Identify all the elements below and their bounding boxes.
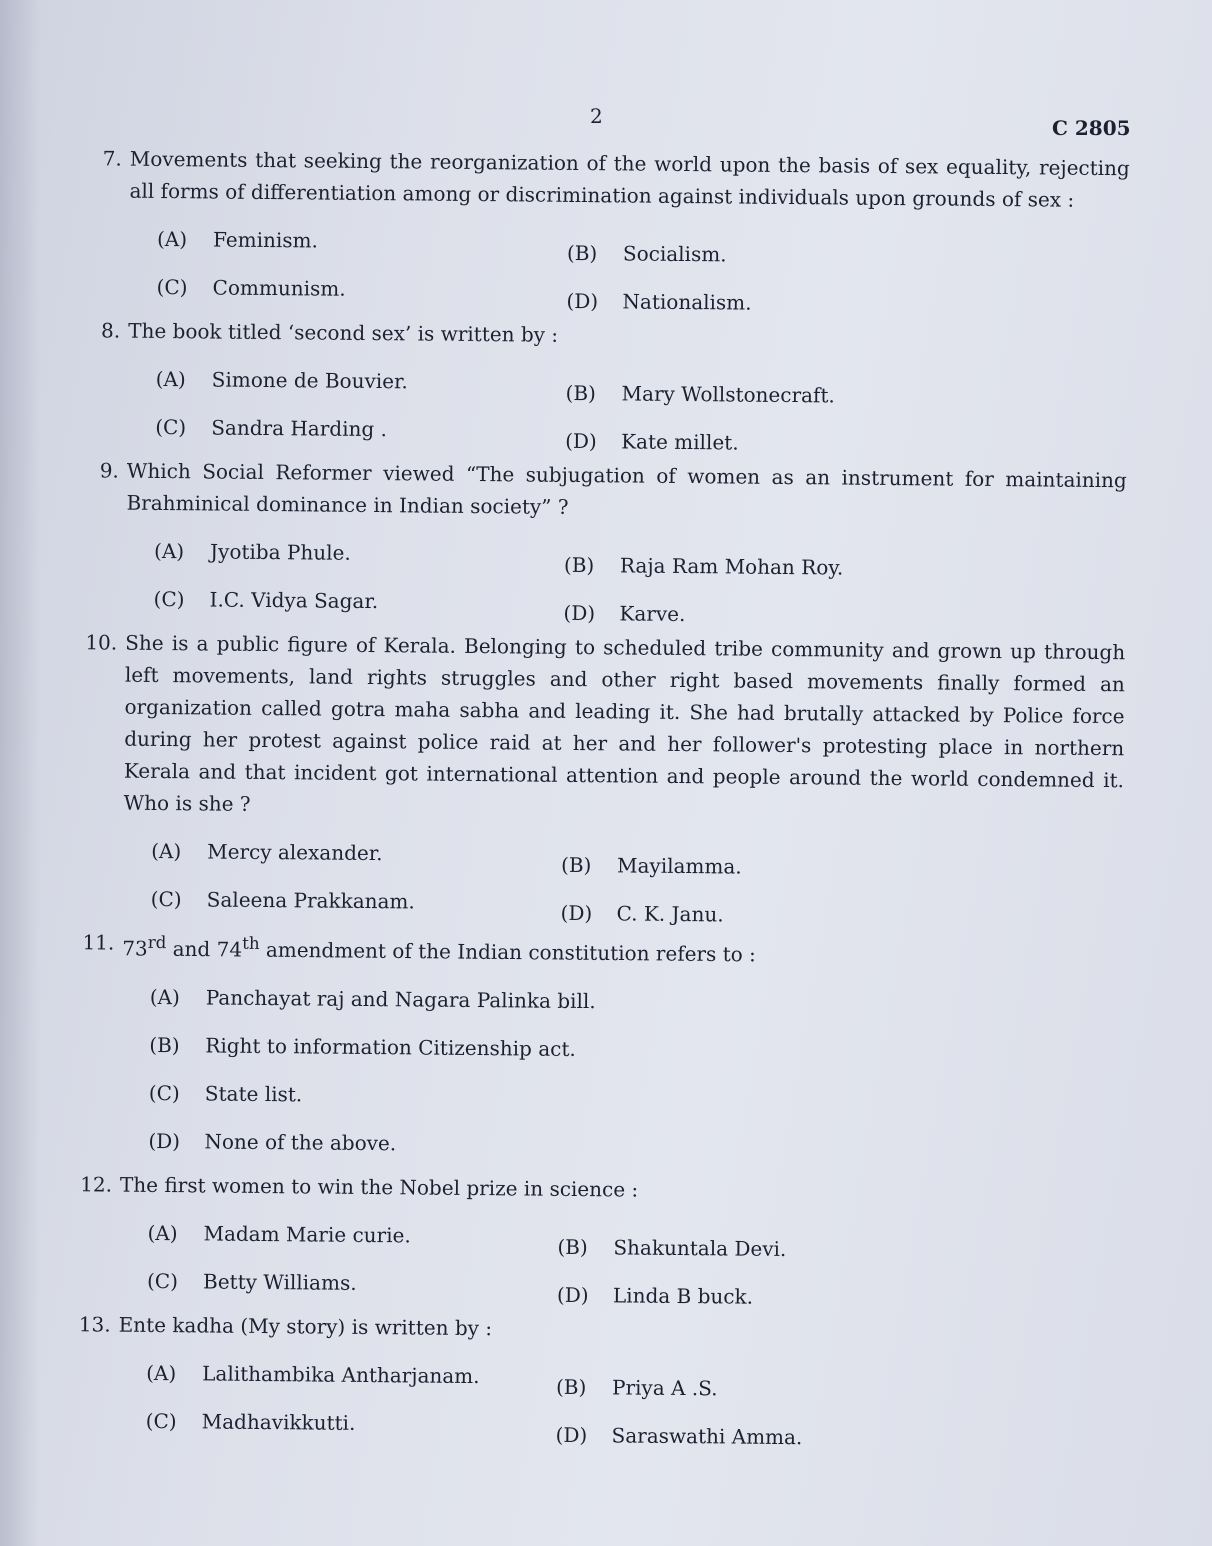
options xyxy=(153,527,1126,632)
question-number: 9. xyxy=(99,458,119,483)
option-a xyxy=(151,837,561,869)
option-c xyxy=(156,273,566,305)
option-letter: (C) xyxy=(148,1080,180,1105)
option-letter: (A) xyxy=(153,538,185,564)
option-text: Priya A .S. xyxy=(611,1375,718,1401)
option-letter: (D) xyxy=(565,428,597,454)
option-letter: (A) xyxy=(146,1360,177,1385)
option-a xyxy=(157,225,567,257)
option-b xyxy=(564,551,974,583)
option-b xyxy=(567,239,977,271)
option-b xyxy=(556,1372,966,1404)
option-letter: (A) xyxy=(155,366,186,392)
question-number: 13. xyxy=(78,1311,111,1337)
option-letter: (A) xyxy=(156,226,188,252)
option-text: Saraswathi Amma. xyxy=(611,1423,803,1449)
option-letter: (C) xyxy=(153,586,185,612)
question-text: Ente kadha (My story) is written by : xyxy=(118,1312,493,1340)
options xyxy=(155,355,1128,460)
option-text: Socialism. xyxy=(622,241,727,267)
option-text: Simone de Bouvier. xyxy=(211,367,408,394)
question-number: 7. xyxy=(102,146,122,171)
question-text: The book titled ‘second sex’ is written by : xyxy=(128,318,559,347)
option-d xyxy=(565,427,975,459)
option-text: None of the above. xyxy=(204,1129,397,1155)
question-number: 12. xyxy=(80,1171,113,1197)
option-b xyxy=(561,851,971,883)
options xyxy=(147,1209,1120,1314)
option-letter: (B) xyxy=(566,240,598,266)
question-12 xyxy=(49,1168,1120,1314)
option-letter: (C) xyxy=(156,274,188,300)
option-text: Lalithambika Antharjanam. xyxy=(202,1361,480,1388)
option-a xyxy=(154,537,564,569)
option-letter: (A) xyxy=(149,984,180,1009)
option-text: Saleena Prakkanam. xyxy=(206,887,415,914)
option-text: State list. xyxy=(204,1081,303,1107)
option-b xyxy=(557,1232,967,1264)
option-letter: (C) xyxy=(155,414,187,440)
option-b xyxy=(565,379,975,411)
option-d xyxy=(555,1420,965,1452)
option-text: Mayilamma. xyxy=(616,853,742,879)
question-number: 10. xyxy=(85,630,118,655)
option-letter: (B) xyxy=(149,1032,180,1057)
options xyxy=(148,973,1122,1174)
option-d xyxy=(563,599,973,631)
option-letter: (A) xyxy=(151,838,182,864)
option-text: Feminism. xyxy=(212,227,319,253)
option-text: Right to information Citizenship act. xyxy=(205,1033,576,1061)
page-edge-shadow xyxy=(0,0,40,1546)
option-text: Raja Ram Mohan Roy. xyxy=(619,553,844,580)
option-c xyxy=(151,885,561,917)
option-letter: (C) xyxy=(146,1268,179,1293)
option-letter: (D) xyxy=(560,900,593,926)
option-text: Linda B buck. xyxy=(612,1283,754,1309)
question-text: She is a public figure of Kerala. Belonging to scheduled tribe community and grown up through left movements, land rights struggles and other right based movements finally formed an organization called gotra maha sabha and leading it. She had brutally attacked by Police force during her protest against police raid at her and her follower's protesting place in northern Kerala and that incident got international attention and people around the world condemned it. Who is she ? xyxy=(123,630,1126,816)
question-9 xyxy=(55,454,1127,632)
options xyxy=(151,827,1124,932)
option-text: Jyotiba Phule. xyxy=(209,539,351,565)
option-d xyxy=(566,287,976,319)
option-d xyxy=(557,1280,967,1312)
option-letter: (A) xyxy=(147,1220,178,1245)
option-text: C. K. Janu. xyxy=(616,901,724,927)
question-text: 73rd and 74th amendment of the Indian constitution refers to : xyxy=(122,932,756,967)
option-letter: (D) xyxy=(555,1422,588,1447)
option-text: I.C. Vidya Sagar. xyxy=(209,587,379,614)
question-11 xyxy=(50,926,1122,1174)
option-text: Madam Marie curie. xyxy=(203,1221,411,1248)
option-a xyxy=(156,365,566,397)
option-b xyxy=(149,1031,949,1067)
option-text: Karve. xyxy=(619,601,686,627)
option-letter: (B) xyxy=(565,380,597,406)
option-c xyxy=(155,413,565,445)
question-8 xyxy=(57,314,1128,460)
option-a xyxy=(150,983,950,1019)
options xyxy=(156,215,1129,320)
question-text: Movements that seeking the reorganization of the world upon the basis of sex equality, rejecting all forms of differentiation among or discrimination against individuals upon grounds of sex : xyxy=(129,146,1130,212)
question-text: The first women to win the Nobel prize in science : xyxy=(119,1172,639,1202)
option-text: Kate millet. xyxy=(621,429,739,455)
option-d xyxy=(560,899,970,931)
page-number: 2 xyxy=(590,104,603,128)
option-text: Nationalism. xyxy=(622,289,752,315)
option-letter: (C) xyxy=(150,886,182,912)
question-number: 11. xyxy=(82,930,115,955)
option-c xyxy=(153,585,563,617)
option-text: Communism. xyxy=(212,275,346,301)
option-a xyxy=(146,1359,556,1391)
option-c xyxy=(147,1267,557,1299)
question-7 xyxy=(58,142,1130,320)
option-letter: (D) xyxy=(566,288,599,314)
question-10 xyxy=(53,626,1126,932)
option-text: Shakuntala Devi. xyxy=(613,1235,787,1261)
option-letter: (D) xyxy=(563,600,596,626)
option-letter: (D) xyxy=(148,1128,181,1153)
option-text: Madhavikkutti. xyxy=(201,1409,356,1435)
option-letter: (B) xyxy=(557,1234,588,1259)
option-letter: (C) xyxy=(145,1408,177,1433)
option-text: Sandra Harding . xyxy=(211,415,388,442)
question-text: Which Social Reformer viewed “The subjugation of women as an instrument for maintaining Brahminical dominance in Indian society” ? xyxy=(126,458,1127,519)
option-letter: (D) xyxy=(556,1282,589,1307)
option-letter: (B) xyxy=(555,1374,587,1399)
option-text: Panchayat raj and Nagara Palinka bill. xyxy=(205,985,596,1013)
question-13 xyxy=(48,1308,1119,1454)
question-list xyxy=(48,142,1130,1454)
option-a xyxy=(147,1219,557,1251)
option-c xyxy=(149,1079,949,1115)
option-d xyxy=(148,1127,948,1163)
option-text: Mary Wollstonecraft. xyxy=(621,381,835,408)
options xyxy=(146,1349,1119,1454)
option-c xyxy=(146,1407,556,1439)
option-letter: (B) xyxy=(560,852,592,878)
paper-code: C 2805 xyxy=(1052,116,1131,140)
option-text: Mercy alexander. xyxy=(207,839,383,866)
option-text: Betty Williams. xyxy=(202,1269,357,1295)
option-letter: (B) xyxy=(563,552,595,578)
question-number: 8. xyxy=(100,318,121,343)
